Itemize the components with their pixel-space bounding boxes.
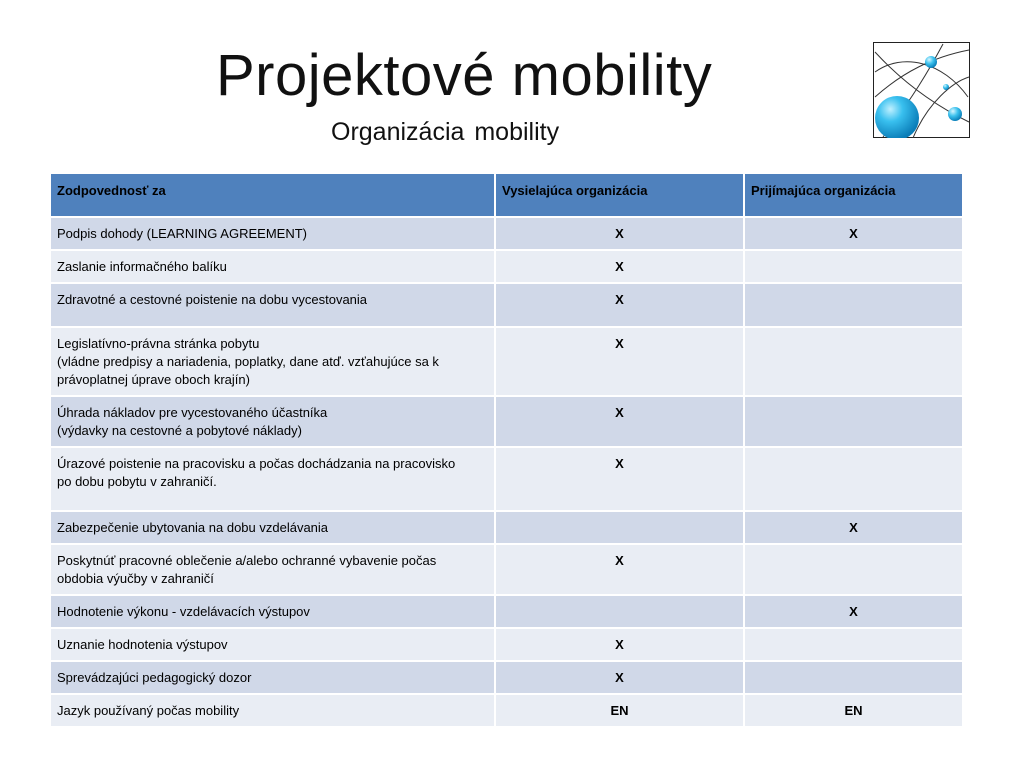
table-row bbox=[51, 662, 964, 695]
sending-org-mark bbox=[496, 596, 745, 629]
responsibility-text-line: Legislatívno-právna stránka pobytu bbox=[57, 336, 260, 351]
sending-org-mark: X bbox=[496, 218, 745, 251]
table-row bbox=[51, 695, 964, 728]
responsibility-cell bbox=[51, 448, 496, 512]
responsibility-cell bbox=[51, 596, 496, 629]
table-row bbox=[51, 545, 964, 596]
column-header-sending-org: Vysielajúca organizácia bbox=[496, 174, 745, 218]
responsibility-text-line: Uznanie hodnotenia výstupov bbox=[57, 637, 228, 652]
responsibility-text-line: (vládne predpisy a nariadenia, poplatky, dane atď. vzťahujúce sa k bbox=[57, 354, 439, 369]
responsibility-text-line: po dobu pobytu v zahraničí. bbox=[57, 474, 217, 489]
responsibility-cell bbox=[51, 629, 496, 662]
responsibility-cell bbox=[51, 328, 496, 397]
receiving-org-mark bbox=[745, 629, 964, 662]
responsibility-cell bbox=[51, 218, 496, 251]
responsibility-cell bbox=[51, 512, 496, 545]
responsibility-text-line: Hodnotenie výkonu - vzdelávacích výstupov bbox=[57, 604, 310, 619]
responsibility-text-line: Podpis dohody (LEARNING AGREEMENT) bbox=[57, 226, 307, 241]
receiving-org-mark bbox=[745, 251, 964, 284]
receiving-org-mark bbox=[745, 328, 964, 397]
responsibility-text-line: Jazyk používaný počas mobility bbox=[57, 703, 240, 718]
receiving-org-mark: EN bbox=[745, 695, 964, 728]
responsibility-text-line: (výdavky na cestovné a pobytové náklady) bbox=[57, 423, 302, 438]
responsibility-text-line: Poskytnúť pracovné oblečenie a/alebo ochranné vybavenie počas bbox=[57, 553, 437, 568]
mobility-responsibility-table bbox=[51, 174, 964, 728]
sending-org-mark: X bbox=[496, 629, 745, 662]
responsibility-text-line: Úrazové poistenie na pracovisku a počas dochádzania na pracovisko bbox=[57, 456, 456, 471]
table-row bbox=[51, 284, 964, 328]
table-row bbox=[51, 596, 964, 629]
sending-org-mark: X bbox=[496, 397, 745, 448]
table-row bbox=[51, 251, 964, 284]
atom-logo-icon bbox=[873, 42, 970, 138]
receiving-org-mark: X bbox=[745, 218, 964, 251]
column-header-responsibility: Zodpovednosť za bbox=[51, 174, 496, 218]
responsibility-text-line: Zabezpečenie ubytovania na dobu vzdelávania bbox=[57, 520, 329, 535]
responsibility-text-line: Zaslanie informačného balíku bbox=[57, 259, 227, 274]
responsibility-cell bbox=[51, 397, 496, 448]
table-row bbox=[51, 512, 964, 545]
sending-org-mark: X bbox=[496, 448, 745, 512]
table-row bbox=[51, 328, 964, 397]
responsibility-cell bbox=[51, 545, 496, 596]
sending-org-mark: X bbox=[496, 251, 745, 284]
sending-org-mark bbox=[496, 512, 745, 545]
slide-title: Projektové mobility bbox=[216, 43, 713, 108]
table-row bbox=[51, 448, 964, 512]
responsibility-text-line: obdobia výučby v zahraničí bbox=[57, 571, 214, 586]
sending-org-mark: X bbox=[496, 284, 745, 328]
receiving-org-mark bbox=[745, 397, 964, 448]
receiving-org-mark bbox=[745, 545, 964, 596]
table-row bbox=[51, 218, 964, 251]
responsibility-cell bbox=[51, 695, 496, 728]
receiving-org-mark: X bbox=[745, 596, 964, 629]
receiving-org-mark: X bbox=[745, 512, 964, 545]
sending-org-mark: X bbox=[496, 545, 745, 596]
receiving-org-mark bbox=[745, 448, 964, 512]
sending-org-mark: X bbox=[496, 328, 745, 397]
responsibility-text-line: právoplatnej úprave oboch krajín) bbox=[57, 372, 250, 387]
sending-org-mark: EN bbox=[496, 695, 745, 728]
responsibility-cell bbox=[51, 251, 496, 284]
column-header-receiving-org: Prijímajúca organizácia bbox=[745, 174, 964, 218]
table-row bbox=[51, 629, 964, 662]
receiving-org-mark bbox=[745, 662, 964, 695]
responsibility-text-line: Zdravotné a cestovné poistenie na dobu vycestovania bbox=[57, 292, 368, 307]
responsibility-cell bbox=[51, 284, 496, 328]
slide-subtitle: Organizácia mobility bbox=[331, 118, 560, 146]
table-row bbox=[51, 397, 964, 448]
receiving-org-mark bbox=[745, 284, 964, 328]
table-header-row bbox=[51, 174, 964, 218]
sending-org-mark: X bbox=[496, 662, 745, 695]
responsibility-text-line: Úhrada nákladov pre vycestovaného účastníka bbox=[57, 405, 328, 420]
responsibility-text-line: Sprevádzajúci pedagogický dozor bbox=[57, 670, 252, 685]
responsibility-cell bbox=[51, 662, 496, 695]
